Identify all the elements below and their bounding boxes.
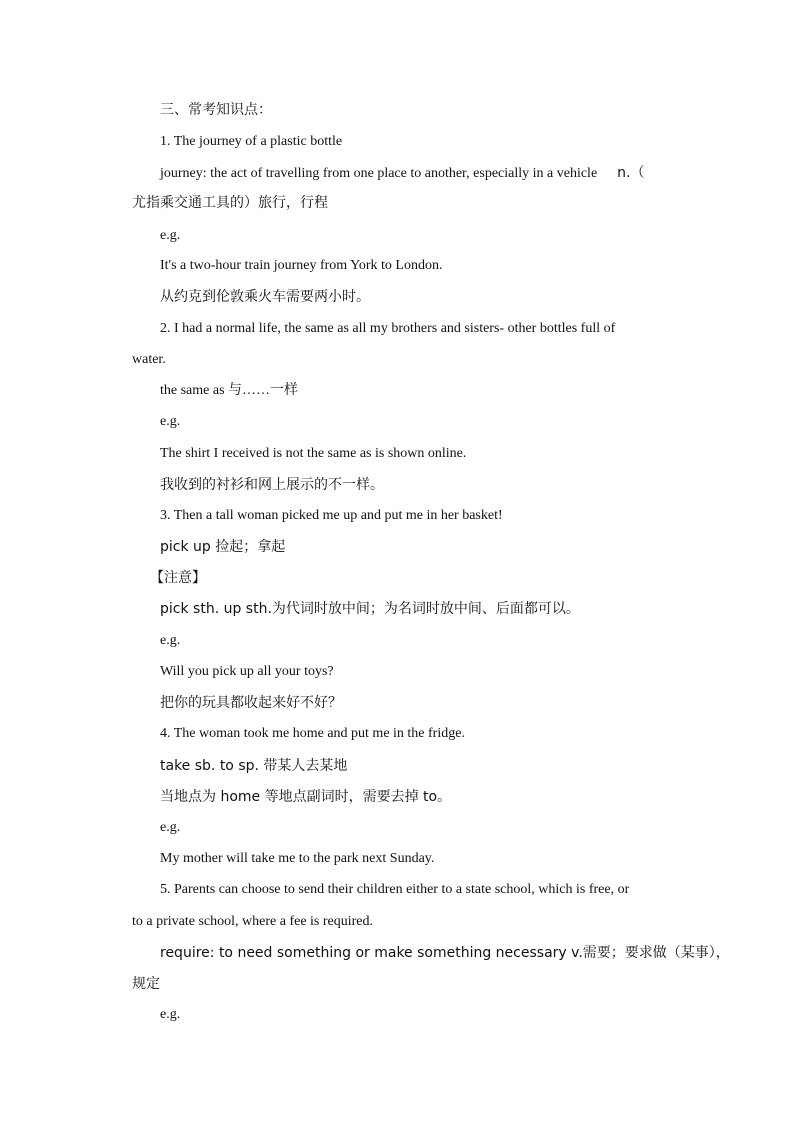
item-3-example-zh: 把你的玩具都收起来好不好？ [160, 695, 342, 711]
item-1-title: 1. The journey of a plastic bottle [160, 134, 343, 149]
item-1-definition-en: journey: the act of travelling from one place to another, especially in a vehicle [160, 166, 598, 181]
section-heading: 三、常考知识点： [160, 102, 272, 118]
item-1-definition-line [160, 164, 644, 183]
item-2-definition: the same as 与……一样 [160, 383, 299, 398]
item-5-definition: require: to need something or make something necessary v.需要；要求做（某事）， [160, 945, 730, 961]
item-3-title: 3. Then a tall woman picked me up and put me in her basket! [160, 508, 503, 523]
item-1-eg-label: e.g. [160, 228, 181, 243]
item-1-example-zh: 从约克到伦敦乘火车需要两小时。 [160, 289, 370, 305]
item-1-definition-pos: n.（ [617, 165, 645, 181]
item-5-title-cont: to a private school, where a fee is required. [132, 914, 374, 929]
item-3-note: pick sth. up sth.为代词时放中间；为名词时放中间、后面都可以。 [160, 601, 580, 617]
item-4-note: 当地点为 home 等地点副词时，需要去掉 to。 [160, 789, 452, 805]
item-1-definition-zh: 尤指乘交通工具的）旅行，行程 [132, 195, 328, 211]
item-4-title: 4. The woman took me home and put me in the fridge. [160, 726, 465, 741]
item-3-note-label: 【注意】 [150, 570, 206, 586]
item-2-eg-label: e.g. [160, 414, 181, 429]
item-3-eg-label: e.g. [160, 633, 181, 648]
item-4-definition: take sb. to sp. 带某人去某地 [160, 758, 348, 774]
item-1-example-en: It's a two-hour train journey from York to London. [160, 258, 443, 273]
item-2-example-en: The shirt I received is not the same as is shown online. [160, 446, 467, 461]
item-2-title: 2. I had a normal life, the same as all my brothers and sisters- other bottles full of [160, 321, 616, 336]
item-5-definition-cont: 规定 [132, 976, 160, 992]
item-2-example-zh: 我收到的衬衫和网上展示的不一样。 [160, 477, 384, 493]
item-2-title-cont: water. [132, 352, 166, 367]
item-5-eg-label: e.g. [160, 1007, 181, 1022]
item-4-example-en: My mother will take me to the park next Sunday. [160, 851, 435, 866]
item-5-title: 5. Parents can choose to send their children either to a state school, which is free, or [160, 882, 630, 897]
item-3-definition: pick up 捡起；拿起 [160, 539, 286, 555]
item-4-eg-label: e.g. [160, 820, 181, 835]
item-3-example-en: Will you pick up all your toys? [160, 664, 334, 679]
